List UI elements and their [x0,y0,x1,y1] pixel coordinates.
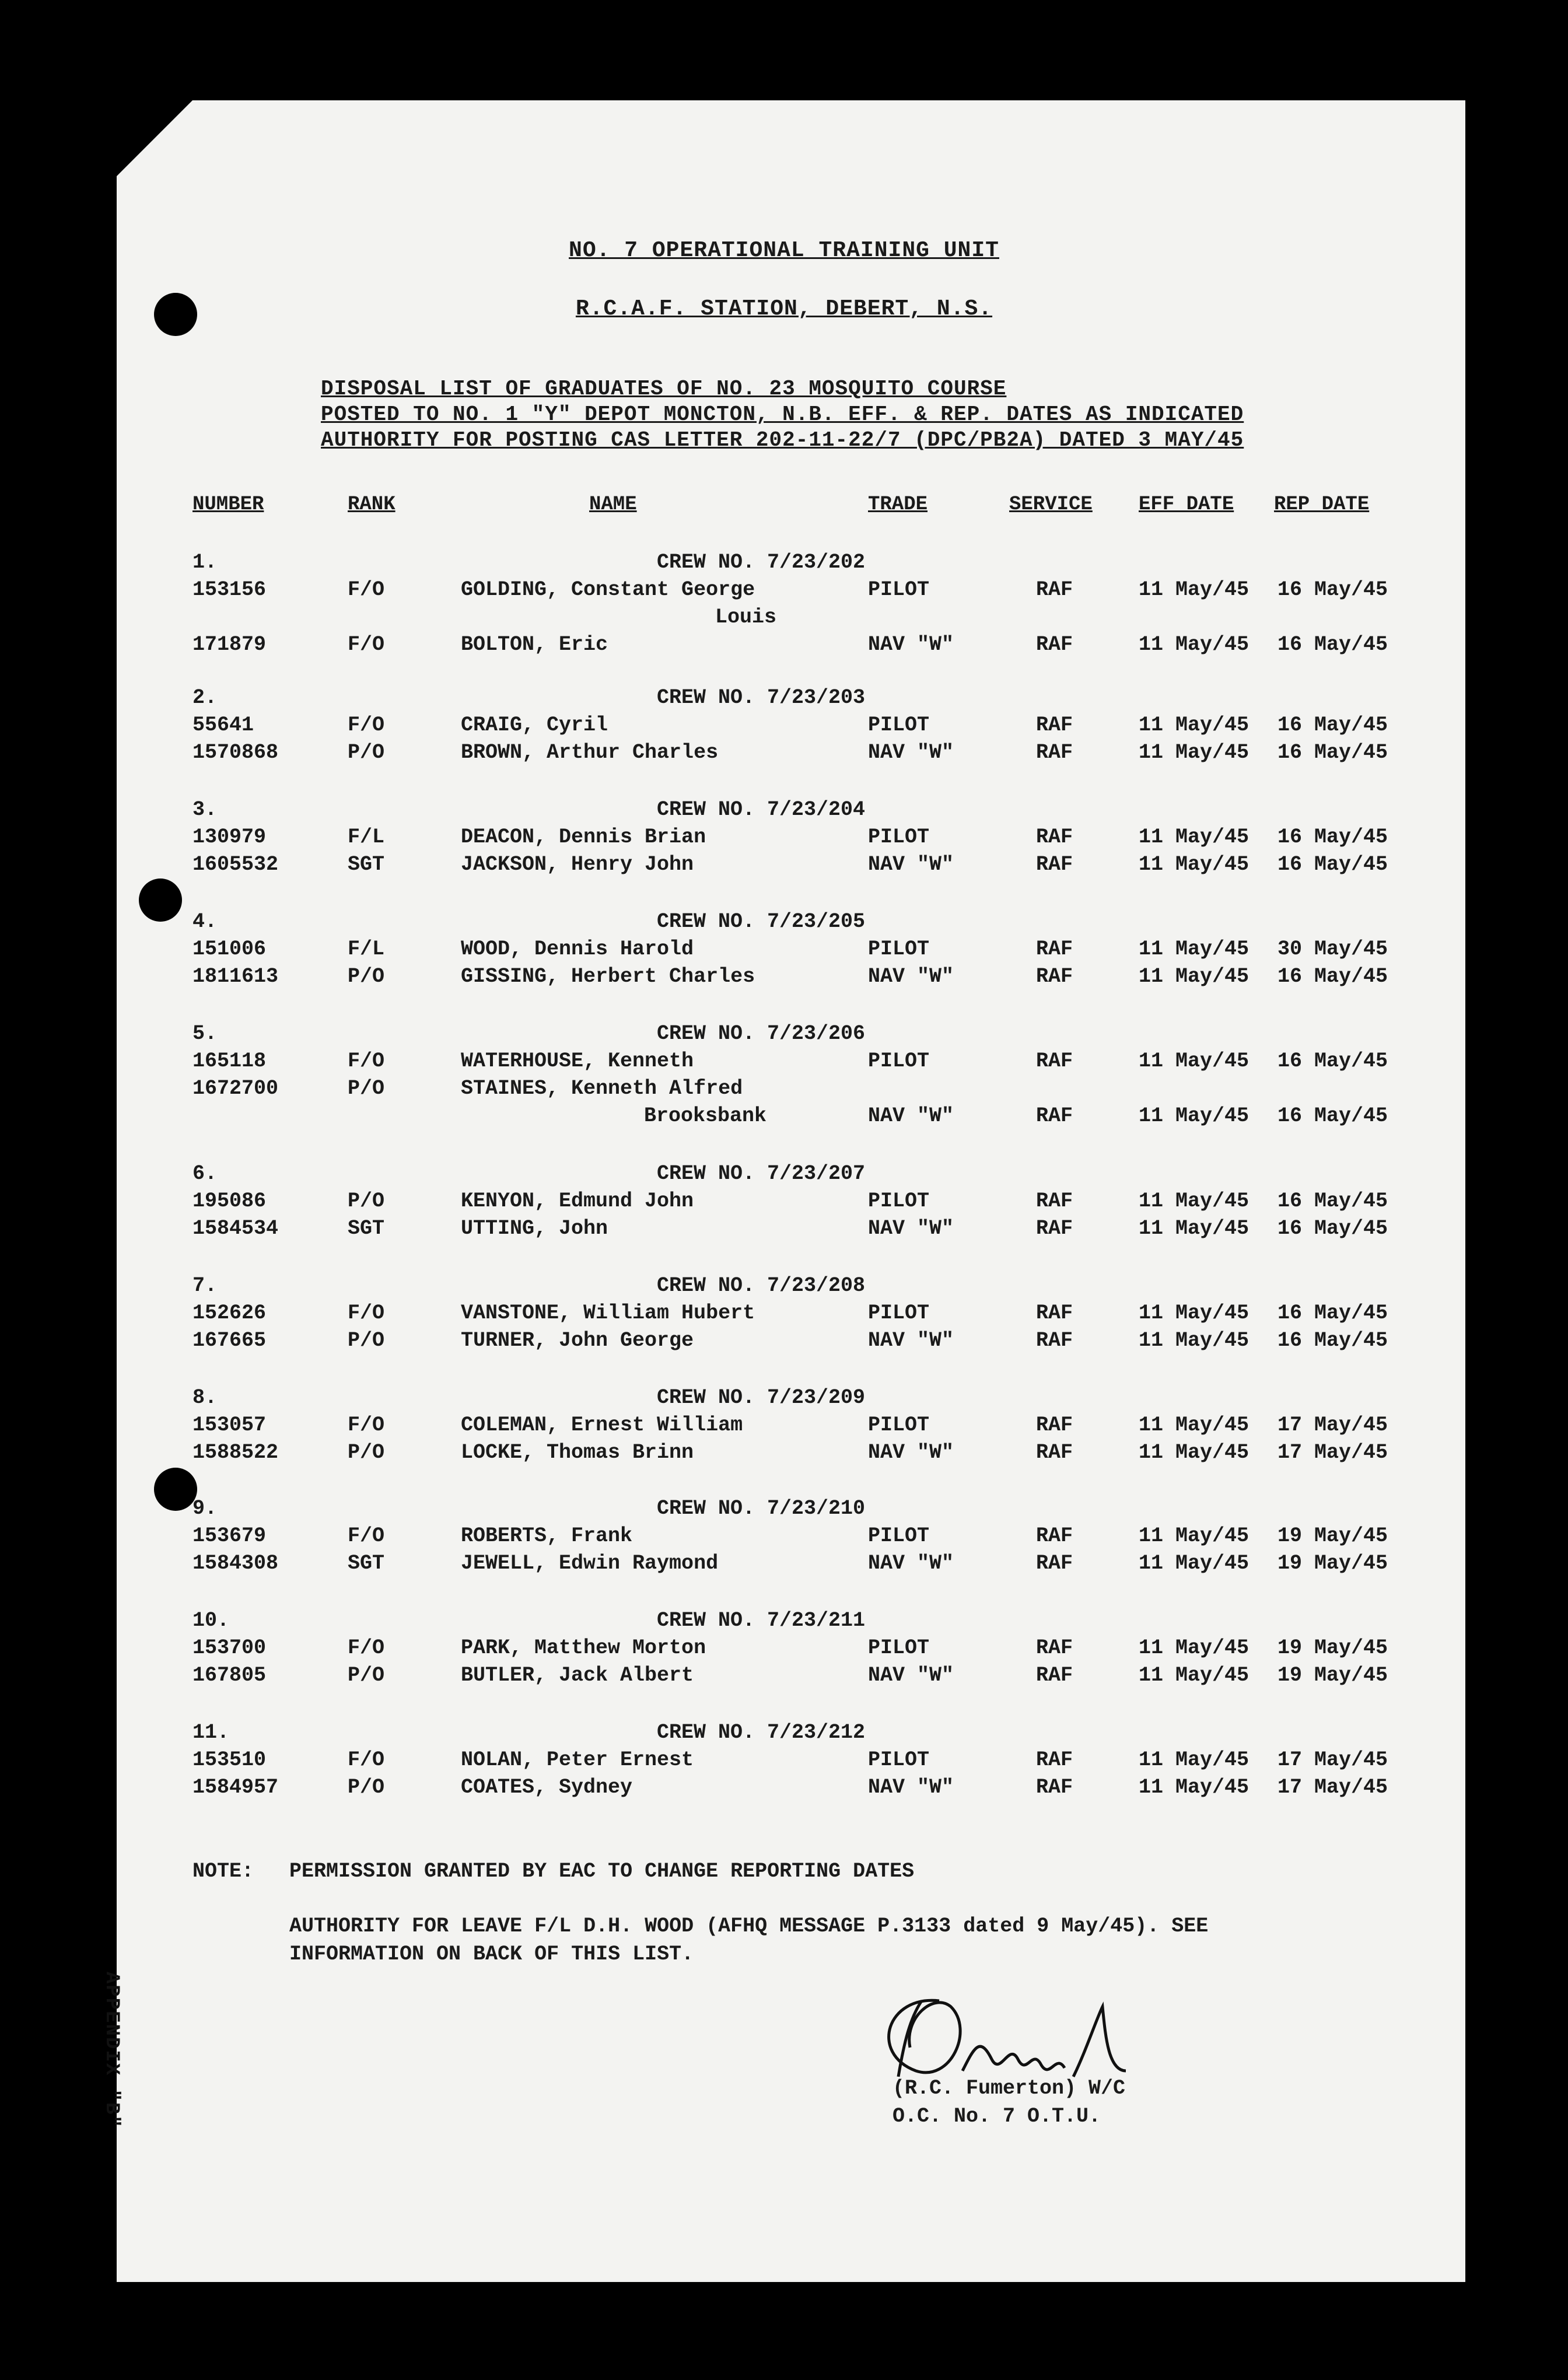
member-name: GISSING, Herbert Charles [461,965,755,988]
eff-date: 11 May/45 [1139,1552,1250,1575]
trade: NAV "W" [868,1217,954,1240]
service: RAF [1036,1776,1073,1799]
crew-number: CREW NO. 7/23/206 [657,1022,866,1045]
service: RAF [1036,741,1073,764]
member-name: BOLTON, Eric [461,633,608,656]
eff-date: 11 May/45 [1139,1748,1250,1772]
eff-date: 11 May/45 [1139,1329,1250,1352]
service-number: 1584308 [192,1552,279,1575]
col-eff-date: EFF DATE [1139,494,1234,516]
service: RAF [1036,1524,1073,1548]
rank: F/O [348,1301,385,1325]
trade: NAV "W" [868,1776,954,1799]
col-number: NUMBER [192,494,264,516]
rep-date: 16 May/45 [1278,633,1388,656]
member-name: GOLDING, Constant George [461,578,755,601]
rank: P/O [348,1441,385,1464]
eff-date: 11 May/45 [1139,1664,1250,1687]
member-name: ROBERTS, Frank [461,1524,633,1548]
trade: NAV "W" [868,1441,954,1464]
member-name: CRAIG, Cyril [461,713,608,737]
member-name: BROWN, Arthur Charles [461,741,719,764]
rank: P/O [348,1329,385,1352]
rank: F/L [348,937,385,961]
member-name-continued: Brooksbank [644,1104,767,1128]
service-number: 167665 [192,1329,267,1352]
service: RAF [1036,1441,1073,1464]
rep-date: 16 May/45 [1278,1049,1388,1073]
service: RAF [1036,1413,1073,1437]
rank: SGT [348,1217,385,1240]
disposal-heading [321,377,1244,454]
rank: F/L [348,825,385,849]
member-name: STAINES, Kenneth Alfred [461,1077,743,1100]
member-name-continued: Louis [715,606,777,629]
crew-number: CREW NO. 7/23/204 [657,798,866,821]
service: RAF [1036,713,1073,737]
service-number: 153156 [192,578,267,601]
service-number: 1811613 [192,965,279,988]
eff-date: 11 May/45 [1139,1776,1250,1799]
crew-index: 2. [192,686,218,709]
rep-date: 16 May/45 [1278,1301,1388,1325]
note-label: NOTE: [192,1860,254,1883]
crew-number: CREW NO. 7/23/209 [657,1386,866,1409]
trade: NAV "W" [868,1104,954,1128]
rank: P/O [348,1776,385,1799]
eff-date: 11 May/45 [1139,713,1250,737]
rep-date: 16 May/45 [1278,853,1388,876]
rep-date: 19 May/45 [1278,1636,1388,1660]
member-name: PARK, Matthew Morton [461,1636,706,1660]
rank: F/O [348,1049,385,1073]
appendix-stamp: APPENDIX "B" [100,1972,123,2129]
member-name: UTTING, John [461,1217,608,1240]
rank: F/O [348,1524,385,1548]
rep-date: 16 May/45 [1278,1189,1388,1213]
rank: F/O [348,578,385,601]
crew-number: CREW NO. 7/23/207 [657,1162,866,1185]
service: RAF [1036,578,1073,601]
eff-date: 11 May/45 [1139,853,1250,876]
trade: NAV "W" [868,741,954,764]
crew-index: 1. [192,551,218,574]
member-name: KENYON, Edmund John [461,1189,694,1213]
member-name: WATERHOUSE, Kenneth [461,1049,694,1073]
eff-date: 11 May/45 [1139,965,1250,988]
trade: NAV "W" [868,1664,954,1687]
trade: PILOT [868,713,930,737]
rank: P/O [348,1077,385,1100]
col-trade: TRADE [868,494,928,516]
rep-date: 16 May/45 [1278,965,1388,988]
service: RAF [1036,1636,1073,1660]
crew-index: 5. [192,1022,218,1045]
crew-index: 7. [192,1274,218,1297]
crew-index: 6. [192,1162,218,1185]
rank: P/O [348,741,385,764]
note-line-1: PERMISSION GRANTED BY EAC TO CHANGE REPORTING DATES [289,1860,915,1883]
service: RAF [1036,825,1073,849]
trade: PILOT [868,825,930,849]
service: RAF [1036,853,1073,876]
service: RAF [1036,1552,1073,1575]
eff-date: 11 May/45 [1139,1301,1250,1325]
service-number: 55641 [192,713,254,737]
col-rep-date: REP DATE [1274,494,1370,516]
crew-number: CREW NO. 7/23/210 [657,1497,866,1520]
member-name: NOLAN, Peter Ernest [461,1748,694,1772]
crew-index: 8. [192,1386,218,1409]
crew-number: CREW NO. 7/23/212 [657,1721,866,1744]
disposal-line: POSTED TO NO. 1 "Y" DEPOT MONCTON, N.B. EFF. & REP. DATES AS INDICATED [321,402,1244,426]
rank: P/O [348,1664,385,1687]
service: RAF [1036,1217,1073,1240]
service-number: 1570868 [192,741,279,764]
trade: PILOT [868,937,930,961]
rank: P/O [348,965,385,988]
trade: PILOT [868,1748,930,1772]
crew-number: CREW NO. 7/23/208 [657,1274,866,1297]
member-name: VANSTONE, William Hubert [461,1301,755,1325]
col-service: SERVICE [1009,494,1093,516]
trade: PILOT [868,578,930,601]
service: RAF [1036,1329,1073,1352]
service-number: 153679 [192,1524,267,1548]
member-name: COATES, Sydney [461,1776,633,1799]
rank: SGT [348,1552,385,1575]
rep-date: 16 May/45 [1278,578,1388,601]
service: RAF [1036,1189,1073,1213]
signatory-name: (R.C. Fumerton) W/C [892,2077,1126,2100]
eff-date: 11 May/45 [1139,1189,1250,1213]
rank: F/O [348,713,385,737]
member-name: LOCKE, Thomas Brinn [461,1441,694,1464]
crew-index: 3. [192,798,218,821]
eff-date: 11 May/45 [1139,633,1250,656]
eff-date: 11 May/45 [1139,1217,1250,1240]
eff-date: 11 May/45 [1139,1049,1250,1073]
crew-number: CREW NO. 7/23/211 [657,1609,866,1632]
service-number: 167805 [192,1664,267,1687]
eff-date: 11 May/45 [1139,1636,1250,1660]
crew-number: CREW NO. 7/23/202 [657,551,866,574]
member-name: JEWELL, Edwin Raymond [461,1552,719,1575]
rep-date: 16 May/45 [1278,713,1388,737]
service-number: 130979 [192,825,267,849]
trade: NAV "W" [868,853,954,876]
eff-date: 11 May/45 [1139,1413,1250,1437]
col-name: NAME [589,494,637,516]
rep-date: 17 May/45 [1278,1776,1388,1799]
rep-date: 16 May/45 [1278,1104,1388,1128]
rep-date: 16 May/45 [1278,825,1388,849]
member-name: JACKSON, Henry John [461,853,694,876]
rep-date: 17 May/45 [1278,1413,1388,1437]
service-number: 151006 [192,937,267,961]
service-number: 1584534 [192,1217,279,1240]
signatory-title: O.C. No. 7 O.T.U. [892,2105,1101,2128]
eff-date: 11 May/45 [1139,741,1250,764]
trade: PILOT [868,1189,930,1213]
service-number: 1584957 [192,1776,279,1799]
member-name: DEACON, Dennis Brian [461,825,706,849]
trade: NAV "W" [868,1552,954,1575]
eff-date: 11 May/45 [1139,1441,1250,1464]
crew-number: CREW NO. 7/23/203 [657,686,866,709]
member-name: WOOD, Dennis Harold [461,937,694,961]
rep-date: 30 May/45 [1278,937,1388,961]
eff-date: 11 May/45 [1139,825,1250,849]
service-number: 152626 [192,1301,267,1325]
col-rank: RANK [348,494,396,516]
member-name: TURNER, John George [461,1329,694,1352]
rep-date: 19 May/45 [1278,1552,1388,1575]
rep-date: 19 May/45 [1278,1524,1388,1548]
note-line-2: AUTHORITY FOR LEAVE F/L D.H. WOOD (AFHQ MESSAGE P.3133 dated 9 May/45). SEE [289,1915,1209,1938]
member-name: BUTLER, Jack Albert [461,1664,694,1687]
service-number: 165118 [192,1049,267,1073]
trade: NAV "W" [868,1329,954,1352]
service: RAF [1036,633,1073,656]
service: RAF [1036,1664,1073,1687]
trade: PILOT [868,1049,930,1073]
eff-date: 11 May/45 [1139,937,1250,961]
rank: F/O [348,1748,385,1772]
station-title: R.C.A.F. STATION, DEBERT, N.S. [575,296,993,321]
crew-index: 9. [192,1497,218,1520]
service-number: 153510 [192,1748,267,1772]
crew-index: 4. [192,910,218,933]
disposal-line: DISPOSAL LIST OF GRADUATES OF NO. 23 MOSQUITO COURSE [321,377,1007,401]
unit-title: NO. 7 OPERATIONAL TRAINING UNIT [569,238,999,263]
trade: PILOT [868,1413,930,1437]
rep-date: 16 May/45 [1278,1217,1388,1240]
service-number: 195086 [192,1189,267,1213]
rank: F/O [348,633,385,656]
rank: F/O [348,1413,385,1437]
rep-date: 19 May/45 [1278,1664,1388,1687]
rep-date: 17 May/45 [1278,1748,1388,1772]
trade: NAV "W" [868,633,954,656]
note-line-3: INFORMATION ON BACK OF THIS LIST. [289,1943,694,1966]
eff-date: 11 May/45 [1139,1104,1250,1128]
rank: F/O [348,1636,385,1660]
service: RAF [1036,965,1073,988]
folded-corner [117,100,192,176]
eff-date: 11 May/45 [1139,1524,1250,1548]
service-number: 171879 [192,633,267,656]
service: RAF [1036,1104,1073,1128]
disposal-line: AUTHORITY FOR POSTING CAS LETTER 202-11-22/7 (DPC/PB2A) DATED 3 MAY/45 [321,428,1244,452]
eff-date: 11 May/45 [1139,578,1250,601]
rank: P/O [348,1189,385,1213]
service: RAF [1036,1748,1073,1772]
service-number: 153057 [192,1413,267,1437]
trade: PILOT [868,1636,930,1660]
service: RAF [1036,1049,1073,1073]
service: RAF [1036,937,1073,961]
service-number: 153700 [192,1636,267,1660]
punch-hole [139,878,182,922]
rep-date: 17 May/45 [1278,1441,1388,1464]
service-number: 1672700 [192,1077,279,1100]
member-name: COLEMAN, Ernest William [461,1413,743,1437]
trade: PILOT [868,1524,930,1548]
rank: SGT [348,853,385,876]
trade: NAV "W" [868,965,954,988]
service: RAF [1036,1301,1073,1325]
punch-hole [154,1468,197,1511]
service-number: 1605532 [192,853,279,876]
service-number: 1588522 [192,1441,279,1464]
rep-date: 16 May/45 [1278,1329,1388,1352]
rep-date: 16 May/45 [1278,741,1388,764]
crew-index: 10. [192,1609,230,1632]
trade: PILOT [868,1301,930,1325]
crew-index: 11. [192,1721,230,1744]
crew-number: CREW NO. 7/23/205 [657,910,866,933]
